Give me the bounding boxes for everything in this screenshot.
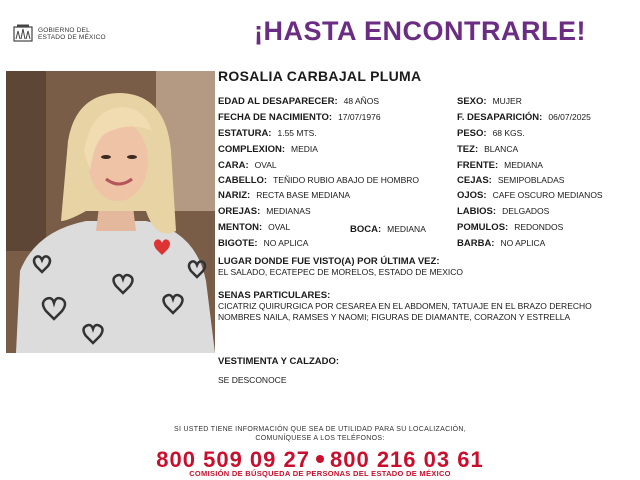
field-orejas xyxy=(218,206,311,217)
field-edad xyxy=(218,96,379,107)
field-label: BARBA: xyxy=(457,238,495,249)
gobierno-logo xyxy=(12,22,122,46)
field-value: OVAL xyxy=(254,160,277,170)
comision-name: COMISIÓN DE BÚSQUEDA DE PERSONAS DEL ESTADO DE MÉXICO xyxy=(189,469,451,478)
phone-number-2[interactable]: 800 216 03 61 xyxy=(330,447,484,472)
field-label: POMULOS: xyxy=(457,222,509,233)
field-label: BOCA: xyxy=(350,224,382,235)
field-value: MEDIA xyxy=(291,144,318,154)
field-bigote xyxy=(218,238,308,249)
field-label: EDAD AL DESAPARECER: xyxy=(218,96,338,107)
headline: ¡HASTA ENCONTRARLE! xyxy=(254,16,586,46)
field-label: CEJAS: xyxy=(457,175,492,186)
field-label: F. DESAPARICIÓN: xyxy=(457,112,543,123)
field-value: TEÑIDO RUBIO ABAJO DE HOMBRO xyxy=(273,175,420,185)
field-label: LABIOS: xyxy=(457,206,497,217)
field-frente xyxy=(457,160,543,171)
field-cara xyxy=(218,160,277,171)
footer-info-line-2: COMUNÍQUESE A LOS TELÉFONOS: xyxy=(255,435,385,442)
field-label: PESO: xyxy=(457,128,487,139)
separator-dot xyxy=(316,455,324,463)
field-menton xyxy=(218,222,290,233)
field-boca xyxy=(350,224,426,235)
field-value: BLANCA xyxy=(484,144,519,154)
senas-value: CICATRIZ QUIRURGICA POR CESAREA EN EL ABDOMEN, TATUAJE EN EL BRAZO DERECHO NOMBRES NAILA, RAMSES Y NAOMI; FIGURAS DE DIAMANTE, CORAZON Y ESTRELLA xyxy=(218,301,592,322)
field-label: COMPLEXION: xyxy=(218,144,286,155)
field-label: ESTATURA: xyxy=(218,128,272,139)
field-value: NO APLICA xyxy=(263,238,309,248)
field-value: 48 AÑOS xyxy=(343,96,380,106)
field-label: NARIZ: xyxy=(218,190,251,201)
field-nariz xyxy=(218,190,350,201)
phone-number-1[interactable]: 800 509 09 27 xyxy=(156,447,310,472)
field-label: CARA: xyxy=(218,160,249,171)
vestimenta-label: VESTIMENTA Y CALZADO: xyxy=(218,356,340,367)
field-cejas xyxy=(457,175,564,186)
field-tez xyxy=(457,144,518,155)
field-cabello xyxy=(218,175,419,186)
field-value: MEDIANAS xyxy=(266,206,311,216)
field-value: MUJER xyxy=(492,96,522,106)
lugar-value: EL SALADO, ECATEPEC DE MORELOS, ESTADO DE MEXICO xyxy=(218,267,463,277)
person-name: ROSALIA CARBAJAL PLUMA xyxy=(218,68,422,84)
logo-text xyxy=(38,27,106,41)
field-label: TEZ: xyxy=(457,144,479,155)
field-label: CABELLO: xyxy=(218,175,268,186)
field-complexion xyxy=(218,144,318,155)
field-label: MENTON: xyxy=(218,222,263,233)
field-value: NO APLICA xyxy=(500,238,546,248)
logo-line-1: GOBIERNO DEL xyxy=(38,27,90,34)
vestimenta-value: SE DESCONOCE xyxy=(218,375,287,385)
field-estatura xyxy=(218,128,317,139)
senas-label: SENAS PARTICULARES: xyxy=(218,290,331,301)
field-value: DELGADOS xyxy=(502,206,550,216)
field-nacimiento xyxy=(218,112,381,123)
field-label: OJOS: xyxy=(457,190,487,201)
field-label: OREJAS: xyxy=(218,206,261,217)
field-value: MEDIANA xyxy=(387,224,426,234)
field-label: FRENTE: xyxy=(457,160,499,171)
lugar-label: LUGAR DONDE FUE VISTO(A) POR ÚLTIMA VEZ: xyxy=(218,256,440,267)
field-label: FECHA DE NACIMIENTO: xyxy=(218,112,332,123)
field-value: 17/07/1976 xyxy=(338,112,381,122)
field-value: OVAL xyxy=(268,222,291,232)
field-label: SEXO: xyxy=(457,96,487,107)
field-value: REDONDOS xyxy=(514,222,564,232)
footer-info-line-1: SI USTED TIENE INFORMACIÓN QUE SEA DE UTILIDAD PARA SU LOCALIZACIÓN, xyxy=(173,426,467,433)
field-desaparicion xyxy=(457,112,591,123)
field-value: RECTA BASE MEDIANA xyxy=(256,190,351,200)
field-ojos xyxy=(457,190,603,201)
field-value: 68 KGS. xyxy=(492,128,525,138)
field-peso xyxy=(457,128,525,139)
field-pomulos xyxy=(457,222,563,233)
person-photo xyxy=(6,71,215,353)
field-value: MEDIANA xyxy=(504,160,543,170)
shield-icon xyxy=(12,23,34,45)
field-sexo xyxy=(457,96,522,107)
field-value: 1.55 MTS. xyxy=(277,128,317,138)
logo-line-2: ESTADO DE MÉXICO xyxy=(38,34,106,41)
field-barba xyxy=(457,238,545,249)
field-label: BIGOTE: xyxy=(218,238,258,249)
field-value: SEMIPOBLADAS xyxy=(497,175,565,185)
field-labios xyxy=(457,206,549,217)
field-value: CAFE OSCURO MEDIANOS xyxy=(492,190,603,200)
field-value: 06/07/2025 xyxy=(548,112,591,122)
